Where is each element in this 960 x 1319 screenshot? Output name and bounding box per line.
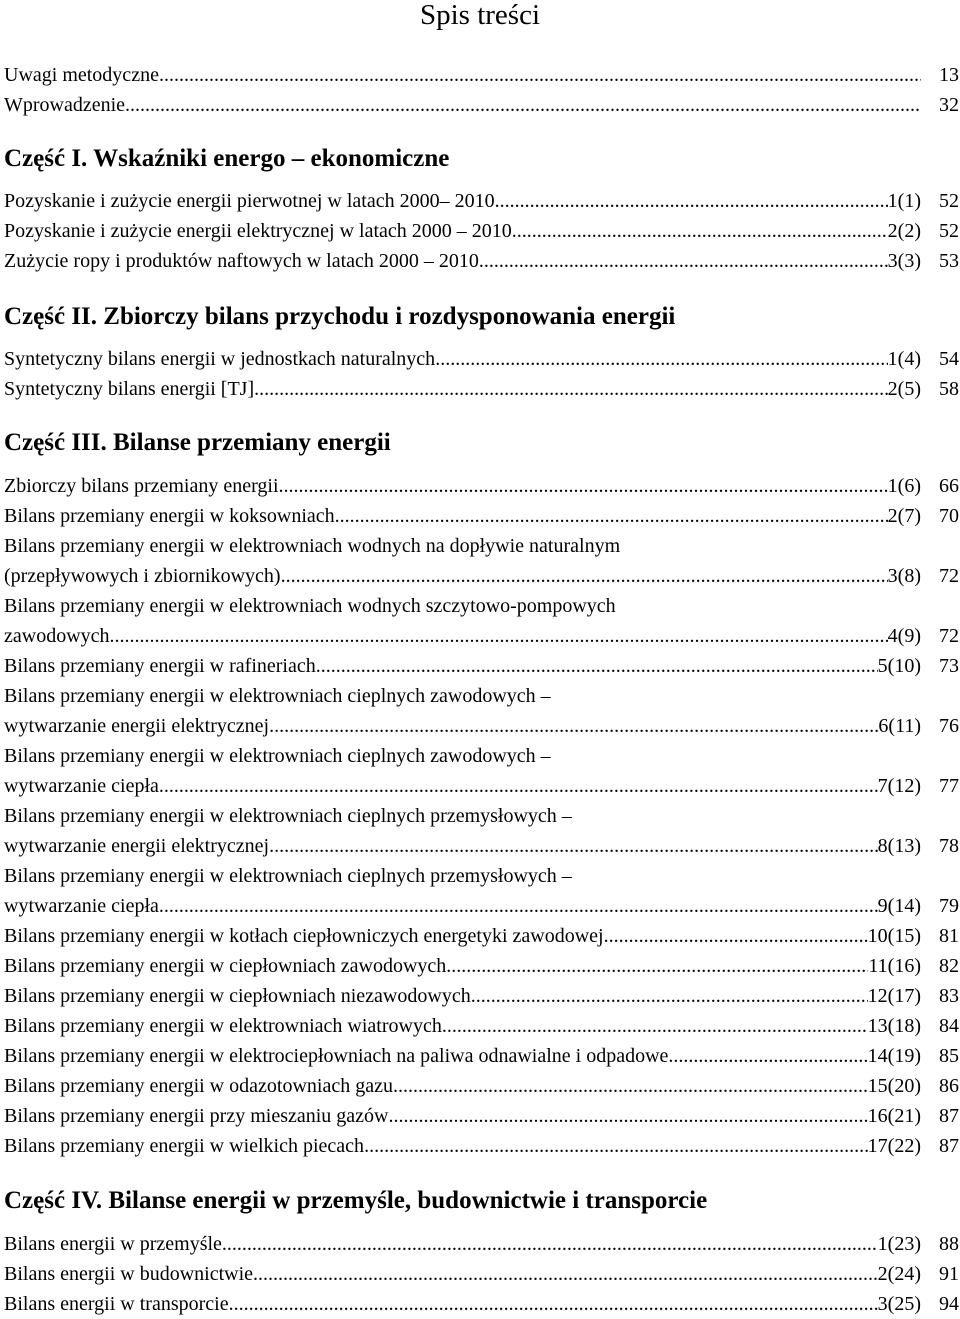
toc-entry-text: Bilans przemiany energii w rafineriach: [4, 655, 316, 677]
leader-dots: [253, 1259, 878, 1289]
leader-dots: [495, 186, 888, 216]
leader-dots: [269, 831, 878, 861]
toc-page-number: 72: [939, 565, 959, 587]
table-number: 5(10): [877, 655, 921, 677]
toc-entry-text: Bilans przemiany energii w koksowniach: [4, 505, 335, 527]
toc-entry[interactable]: [4, 1101, 959, 1131]
toc-entry[interactable]: [4, 741, 959, 801]
leader-dots: [512, 216, 888, 246]
leader-dots: [604, 921, 868, 951]
table-number: 16(21): [867, 1105, 921, 1127]
table-number: 10(15): [867, 925, 921, 947]
table-number: 2(2): [887, 220, 921, 242]
table-number: 9(14): [877, 895, 921, 917]
table-number: 15(20): [867, 1075, 921, 1097]
toc-entry-text: Wprowadzenie: [4, 94, 126, 116]
toc-page-number: 58: [939, 378, 959, 400]
toc-page-number: 86: [939, 1075, 959, 1097]
toc-entry-text: Zbiorczy bilans przemiany energii: [4, 475, 279, 497]
toc-entry[interactable]: [4, 801, 959, 861]
leader-dots: [389, 1101, 868, 1131]
toc-entry-text: wytwarzanie energii elektrycznej: [4, 715, 270, 737]
toc-entry-text: Bilans przemiany energii w elektrociepłowniach na paliwa odnawialne i odpadowe: [4, 1045, 669, 1067]
toc-page-number: 32: [939, 94, 959, 116]
table-number: 6(11): [878, 715, 921, 737]
table-number: 13(18): [867, 1015, 921, 1037]
table-number: 14(19): [867, 1045, 921, 1067]
leader-dots: [442, 1011, 868, 1041]
toc-entry-text: Syntetyczny bilans energii w jednostkach naturalnych: [4, 348, 436, 370]
toc-entry[interactable]: [4, 246, 959, 276]
toc-page-number: 54: [939, 348, 959, 370]
toc-entry-text: wytwarzanie energii elektrycznej: [4, 835, 270, 857]
toc-entry[interactable]: [4, 1131, 959, 1161]
toc-entry[interactable]: [4, 951, 959, 981]
toc-entry-wprowadzenie[interactable]: [4, 90, 959, 120]
toc-entry-text: Zużycie ropy i produktów naftowych w latach 2000 – 2010: [4, 250, 479, 272]
toc-entry[interactable]: [4, 1041, 959, 1071]
part-3-heading: Część III. Bilanse przemiany energii: [4, 429, 391, 456]
toc-entry-text: Bilans przemiany energii w wielkich piecach: [4, 1135, 365, 1157]
leader-dots: [254, 374, 888, 404]
toc-page-number: 52: [939, 190, 959, 212]
toc-entry-text: Bilans przemiany energii w elektrowniach wiatrowych: [4, 1015, 442, 1037]
page-title: Spis treści: [419, 0, 541, 31]
table-number: 1(23): [877, 1233, 921, 1255]
table-number: 1(4): [887, 348, 921, 370]
leader-dots: [159, 891, 878, 921]
toc-entry-text-line1: Bilans przemiany energii w elektrowniach cieplnych przemysłowych –: [4, 865, 572, 887]
leader-dots: [279, 471, 888, 501]
toc-entry[interactable]: [4, 1011, 959, 1041]
toc-page-number: 91: [939, 1263, 959, 1285]
toc-entry[interactable]: [4, 216, 959, 246]
toc-entry-text: (przepływowych i zbiornikowych): [4, 565, 281, 587]
table-number: 2(24): [877, 1263, 921, 1285]
toc-entry[interactable]: [4, 651, 959, 681]
toc-entry-text-line1: Bilans przemiany energii w elektrowniach cieplnych zawodowych –: [4, 685, 551, 707]
toc-entry[interactable]: [4, 591, 959, 651]
toc-page-number: 53: [939, 250, 959, 272]
table-number: 3(25): [877, 1293, 921, 1315]
toc-page-number: 66: [939, 475, 959, 497]
toc-entry[interactable]: [4, 1071, 959, 1101]
toc-entry-text: Syntetyczny bilans energii [TJ]: [4, 378, 255, 400]
table-number: 1(1): [887, 190, 921, 212]
toc-page-number: 81: [939, 925, 959, 947]
toc-entry[interactable]: [4, 186, 959, 216]
toc-page-number: 83: [939, 985, 959, 1007]
toc-entry-text: Pozyskanie i zużycie energii pierwotnej w latach 2000– 2010: [4, 190, 495, 212]
toc-entry-text-line1: Bilans przemiany energii w elektrowniach wodnych szczytowo-pompowych: [4, 595, 616, 617]
table-number: 3(8): [887, 565, 921, 587]
leader-dots: [125, 90, 921, 120]
table-number: 4(9): [887, 625, 921, 647]
leader-dots: [479, 246, 888, 276]
leader-dots: [269, 711, 878, 741]
toc-entry-text: wytwarzanie ciepła: [4, 895, 159, 917]
part-2-heading: Część II. Zbiorczy bilans przychodu i rozdysponowania energii: [4, 303, 676, 330]
toc-entry-text: Bilans energii w przemyśle: [4, 1233, 222, 1255]
toc-page-number: 87: [939, 1135, 959, 1157]
toc-entry-text: Bilans energii w budownictwie: [4, 1263, 254, 1285]
toc-entry-text: Bilans przemiany energii w kotłach ciepłowniczych energetyki zawodowej: [4, 925, 604, 947]
toc-page-number: 79: [939, 895, 959, 917]
toc-entry[interactable]: [4, 344, 959, 374]
leader-dots: [159, 60, 921, 90]
leader-dots: [335, 501, 888, 531]
table-number: 2(5): [887, 378, 921, 400]
table-number: 11(16): [868, 955, 921, 977]
leader-dots: [281, 561, 888, 591]
toc-entry-uwagi[interactable]: [4, 60, 959, 90]
toc-entry[interactable]: [4, 1289, 959, 1319]
toc-page-number: 78: [939, 835, 959, 857]
toc-entry-text: Bilans przemiany energii w ciepłowniach niezawodowych: [4, 985, 471, 1007]
table-number: 1(6): [887, 475, 921, 497]
toc-page-number: 84: [939, 1015, 959, 1037]
toc-entry[interactable]: [4, 1259, 959, 1289]
toc-entry-text: Bilans przemiany energii przy mieszaniu gazów: [4, 1105, 389, 1127]
leader-dots: [364, 1131, 868, 1161]
leader-dots: [110, 621, 888, 651]
toc-entry-text: Bilans przemiany energii w ciepłowniach zawodowych: [4, 955, 447, 977]
leader-dots: [435, 344, 887, 374]
leader-dots: [446, 951, 868, 981]
leader-dots: [668, 1041, 867, 1071]
part-4-heading: Część IV. Bilanse energii w przemyśle, budownictwie i transporcie: [4, 1187, 708, 1214]
toc-entry-text: Bilans energii w transporcie: [4, 1293, 229, 1315]
toc-entry[interactable]: [4, 471, 959, 501]
toc-page-number: 88: [939, 1233, 959, 1255]
toc-page-number: 72: [939, 625, 959, 647]
toc-page-number: 13: [939, 64, 959, 86]
toc-page-number: 82: [939, 955, 959, 977]
toc-page-number: 73: [939, 655, 959, 677]
toc-page-number: 77: [939, 775, 959, 797]
toc-page-number: 94: [939, 1293, 959, 1315]
table-number: 2(7): [887, 505, 921, 527]
toc-entry-text: Bilans przemiany energii w odazotowniach gazu: [4, 1075, 393, 1097]
leader-dots: [159, 771, 878, 801]
toc-page-number: 85: [939, 1045, 959, 1067]
leader-dots: [229, 1289, 878, 1319]
part-1-heading: Część I. Wskaźniki energo – ekonomiczne: [4, 145, 450, 172]
toc-entry-text: Uwagi metodyczne: [4, 64, 159, 86]
toc-entry-text-line1: Bilans przemiany energii w elektrowniach wodnych na dopływie naturalnym: [4, 535, 621, 557]
toc-entry[interactable]: [4, 374, 959, 404]
toc-entry-text: Pozyskanie i zużycie energii elektrycznej w latach 2000 – 2010: [4, 220, 512, 242]
toc-entry[interactable]: [4, 921, 959, 951]
toc-entry-text: wytwarzanie ciepła: [4, 775, 159, 797]
table-number: 12(17): [867, 985, 921, 1007]
toc-page-number: 70: [939, 505, 959, 527]
toc-entry[interactable]: [4, 681, 959, 741]
table-number: 17(22): [867, 1135, 921, 1157]
toc-entry-text-line1: Bilans przemiany energii w elektrowniach cieplnych zawodowych –: [4, 745, 551, 767]
toc-entry-text-line1: Bilans przemiany energii w elektrowniach cieplnych przemysłowych –: [4, 805, 572, 827]
toc-entry[interactable]: [4, 531, 959, 591]
table-number: 8(13): [877, 835, 921, 857]
leader-dots: [471, 981, 868, 1011]
toc-entry[interactable]: [4, 861, 959, 921]
table-number: 3(3): [887, 250, 921, 272]
toc-entry[interactable]: [4, 1229, 959, 1259]
toc-page-number: 76: [939, 715, 959, 737]
leader-dots: [393, 1071, 868, 1101]
toc-entry[interactable]: [4, 981, 959, 1011]
leader-dots: [316, 651, 878, 681]
toc-page-number: 52: [939, 220, 959, 242]
toc-entry[interactable]: [4, 501, 959, 531]
toc-entry-text: zawodowych: [4, 625, 110, 647]
toc-page-number: 87: [939, 1105, 959, 1127]
table-number: 7(12): [877, 775, 921, 797]
leader-dots: [222, 1229, 878, 1259]
